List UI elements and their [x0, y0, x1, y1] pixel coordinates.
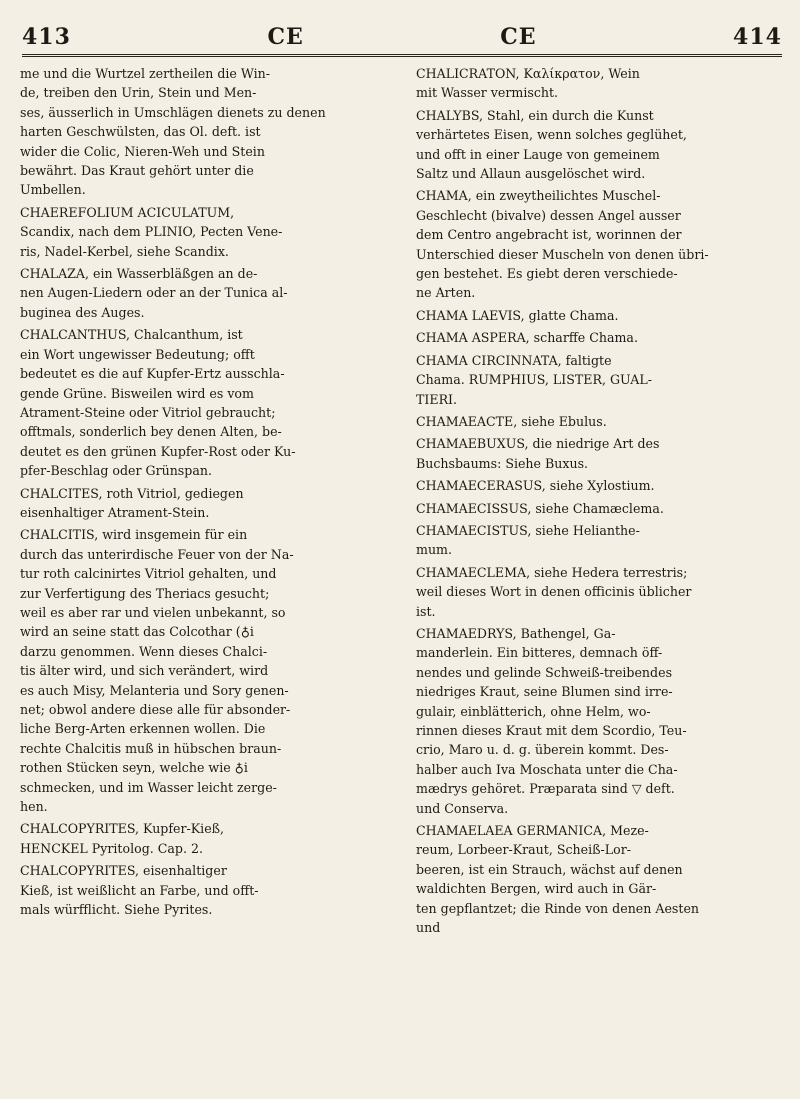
page-header: [22, 6, 782, 57]
dictionary-entry: CHALCITIS, wird insgemein für ein durch das unterirdische Feuer von der Na- tur roth calcinirtes Vitriol gehalten, und zur Verfertigung des Theriacs gesucht; weil es aber rar und vielen unbekannt, so wird an seine statt das Colcothar (♁i darzu genommen. Wenn dieses Chalci- tis älter wird, und sich verändert, wird es auch Misy, Melanteria und Sory genen- net; obwol andere diese alle für absonder- liche Berg-Arten erkennen wollen. Die rechte Chalcitis muß in hübschen braun- rothen Stücken seyn, welche wie ♁i schmecken, und im Wasser leicht zerge- hen.: [20, 527, 294, 815]
dictionary-entry: CHAMAELAEA GERMANICA, Meze- reum, Lorbeer-Kraut, Scheiß-Lor- beeren, ist ein Strauch, wächst auf denen waldichten Bergen, wird auch in Gär- ten gepflantzet; die Rinde von denen Aesten und: [416, 823, 700, 936]
dictionary-entry: CHALCOPYRITES, Kupfer-Kieß, HENCKEL Pyritolog. Cap. 2.: [20, 821, 225, 856]
dictionary-entry: CHAMAEDRYS, Bathengel, Ga- manderlein. Ein bitteres, demnach öff- nendes und gelinde Schweiß-treibendes niedriges Kraut, seine Blumen sind irre- gulair, einblätterich, ohne Helm, wo- rinnen dieses Kraut mit dem Scordio, Teu- crio, Maro u. d. g. überein kommt. Des- halber auch Iva Moschata unter die Cha- mædrys gehöret. Præparata sind ▽ deft. und Conserva.: [416, 625, 687, 816]
page-number-left: 413: [22, 24, 71, 50]
two-column-body: [20, 64, 786, 1093]
dictionary-entry: CHALCITES, roth Vitriol, gediegen eisenhaltiger Atrament-Stein.: [20, 485, 244, 520]
left-column: [20, 64, 390, 1093]
dictionary-entry: CHAMAECLEMA, siehe Hedera terrestris; weil dieses Wort in denen officinis üblicher ist.: [416, 564, 692, 619]
dictionary-entry: CHAMA LAEVIS, glatte Chama.: [416, 307, 619, 323]
dictionary-entry: CHALCOPYRITES, eisenhaltiger Kieß, ist weißlicht an Farbe, und offt- mals würfflicht. Siehe Pyrites.: [20, 863, 259, 918]
dictionary-entry: CHALYBS, Stahl, ein durch die Kunst verhärtetes Eisen, wenn solches geglühet, und offt in einer Lauge von gemeinem Saltz und Allaun ausgelöschet wird.: [416, 107, 687, 182]
dictionary-entry: CHAMA ASPERA, scharffe Chama.: [416, 330, 638, 346]
dictionary-entry: CHALCANTHUS, Chalcanthum, ist ein Wort ungewisser Bedeutung; offt bedeutet es die auf Kupfer-Ertz ausschla- gende Grüne. Bisweilen wird es vom Atrament-Steine oder Vitriol gebraucht; offtmals, sonderlich bey denen Alten, be- deutet es den grünen Kupfer-Rost oder Ku- pfer-Beschlag oder Grünspan.: [20, 327, 296, 479]
dictionary-entry: CHALAZA, ein Wasserbläßgen an de- nen Augen-Liedern oder an der Tunica al- buginea des Auges.: [20, 266, 288, 320]
dictionary-entry: CHAMAECERASUS, siehe Xylostium.: [416, 478, 655, 494]
dictionary-entry: CHAMAECISTUS, siehe Helianthe- mum.: [416, 522, 640, 558]
running-head-right: CE: [500, 24, 537, 50]
dictionary-entry: CHAMA CIRCINNATA, faltigte Chama. RUMPHIUS, LISTER, GUAL- TIERI.: [416, 352, 652, 407]
dictionary-entry: CHAMAEACTE, siehe Ebulus.: [416, 413, 607, 429]
right-column: [416, 64, 786, 1093]
dictionary-entry: CHAMAECISSUS, siehe Chamæclema.: [416, 500, 664, 516]
dictionary-entry: CHAEREFOLIUM ACICULATUM, Scandix, nach dem PLINIO, Pecten Vene- ris, Nadel-Kerbel, siehe Scandix.: [20, 204, 283, 259]
running-head-left: CE: [267, 24, 304, 50]
dictionary-entry: CHALICRATON, Καλίκρατον, Wein mit Wasser vermischt.: [416, 66, 640, 101]
dictionary-entry: CHAMAEBUXUS, die niedrige Art des Buchsbaums: Siehe Buxus.: [416, 436, 660, 471]
dictionary-entry: CHAMA, ein zweytheilichtes Muschel- Geschlecht (bivalve) dessen Angel ausser dem Centro angebracht ist, worinnen der Unterschied dieser Muscheln von denen übri- gen bestehet. Es giebt deren verschiede- ne Arten.: [416, 188, 709, 301]
page-number-right: 414: [733, 24, 782, 50]
dictionary-entry: me und die Wurtzel zertheilen die Win- de, treiben den Urin, Stein und Men- ses, äusserlich in Umschlägen dienets zu denen harten Geschwülsten, das Ol. deft. ist wider die Colic, Nieren-Weh und Stein bewährt. Das Kraut gehört unter die Umbellen.: [20, 66, 326, 198]
